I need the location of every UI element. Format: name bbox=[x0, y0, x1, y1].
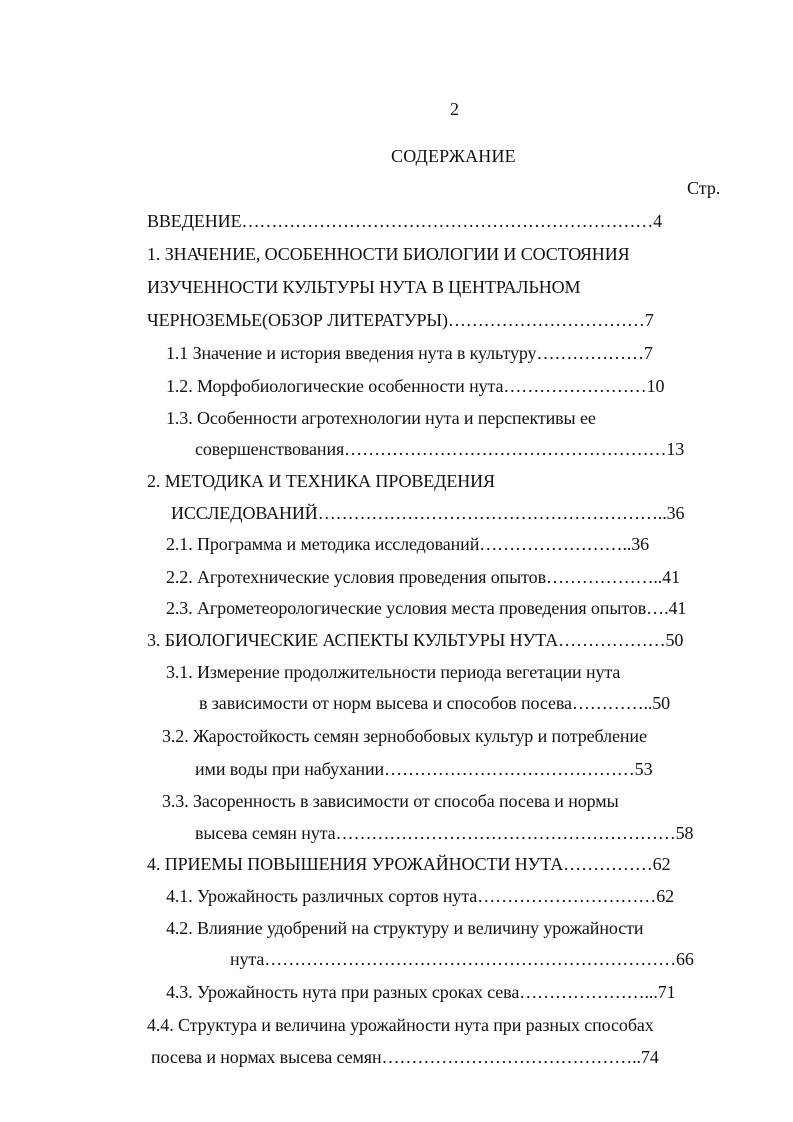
toc-entry-3-1-line-1: 3.1. Измерение продолжительности периода вегетации нута bbox=[166, 662, 621, 682]
toc-entry-4-4-line-2: посева и нормах высева семян……………………………………..74 bbox=[151, 1047, 659, 1067]
toc-entry-4-2-line-2: нута……………………………………………………………66 bbox=[230, 949, 694, 969]
toc-entry-1-1: 1.1 Значение и история введения нута в культуру………………7 bbox=[166, 343, 653, 363]
toc-entry-3-2-line-1: 3.2. Жаростойкость семян зернобобовых культур и потребление bbox=[162, 726, 647, 746]
toc-entry-chapter-1-line-2: ИЗУЧЕННОСТИ КУЛЬТУРЫ НУТА В ЦЕНТРАЛЬНОМ bbox=[147, 277, 581, 297]
toc-entry-introduction: ВВЕДЕНИЕ……………………………………………………………4 bbox=[147, 211, 663, 231]
toc-entry-4-1: 4.1. Урожайность различных сортов нута…………………………62 bbox=[166, 886, 675, 906]
toc-entry-3-2-line-2: ими воды при набухании……………………………………53 bbox=[195, 759, 653, 779]
toc-entry-4-4-line-1: 4.4. Структура и величина урожайности нута при разных способах bbox=[147, 1015, 654, 1035]
toc-entry-4-2-line-1: 4.2. Влияние удобрений на структуру и величину урожайности bbox=[166, 918, 644, 938]
toc-entry-chapter-3: 3. БИОЛОГИЧЕСКИЕ АСПЕКТЫ КУЛЬТУРЫ НУТА………………50 bbox=[147, 630, 684, 650]
toc-entry-3-1-line-2: в зависимости от норм высева и способов посева…………..50 bbox=[199, 693, 671, 713]
toc-entry-3-3-line-2: высева семян нута…………………………………………………58 bbox=[195, 823, 694, 843]
toc-entry-chapter-2-line-1: 2. МЕТОДИКА И ТЕХНИКА ПРОВЕДЕНИЯ bbox=[147, 471, 495, 491]
toc-entry-4-3: 4.3. Урожайность нута при разных сроках сева…………………...71 bbox=[166, 982, 676, 1002]
toc-entry-2-2: 2.2. Агротехнические условия проведения опытов………………..41 bbox=[166, 567, 680, 587]
toc-entry-2-1: 2.1. Программа и методика исследований……………………..36 bbox=[166, 534, 650, 554]
toc-entry-chapter-2-line-2: ИССЛЕДОВАНИЙ…………………………………………………..36 bbox=[171, 503, 685, 523]
toc-entry-3-3-line-1: 3.3. Засоренность в зависимости от способа посева и нормы bbox=[162, 791, 619, 811]
page-number: 2 bbox=[450, 99, 459, 119]
toc-entry-chapter-1-line-3: ЧЕРНОЗЕМЬЕ(ОБЗОР ЛИТЕРАТУРЫ)……………………………7 bbox=[147, 310, 654, 330]
page-title: СОДЕРЖАНИЕ bbox=[391, 146, 516, 166]
toc-entry-chapter-4: 4. ПРИЕМЫ ПОВЫШЕНИЯ УРОЖАЙНОСТИ НУТА……………62 bbox=[147, 854, 671, 874]
toc-entry-chapter-1-line-1: 1. ЗНАЧЕНИЕ, ОСОБЕННОСТИ БИОЛОГИИ И СОСТОЯНИЯ bbox=[147, 244, 630, 264]
toc-entry-2-3: 2.3. Агрометеорологические условия места проведения опытов….41 bbox=[166, 598, 687, 618]
toc-entry-1-3-line-1: 1.3. Особенности агротехнологии нута и перспективы ее bbox=[166, 408, 596, 428]
toc-entry-1-3-line-2: совершенствования………………………………………………13 bbox=[195, 439, 685, 459]
page-column-label: Стр. bbox=[687, 178, 721, 198]
toc-entry-1-2: 1.2. Морфобиологические особенности нута……………………10 bbox=[166, 376, 665, 396]
